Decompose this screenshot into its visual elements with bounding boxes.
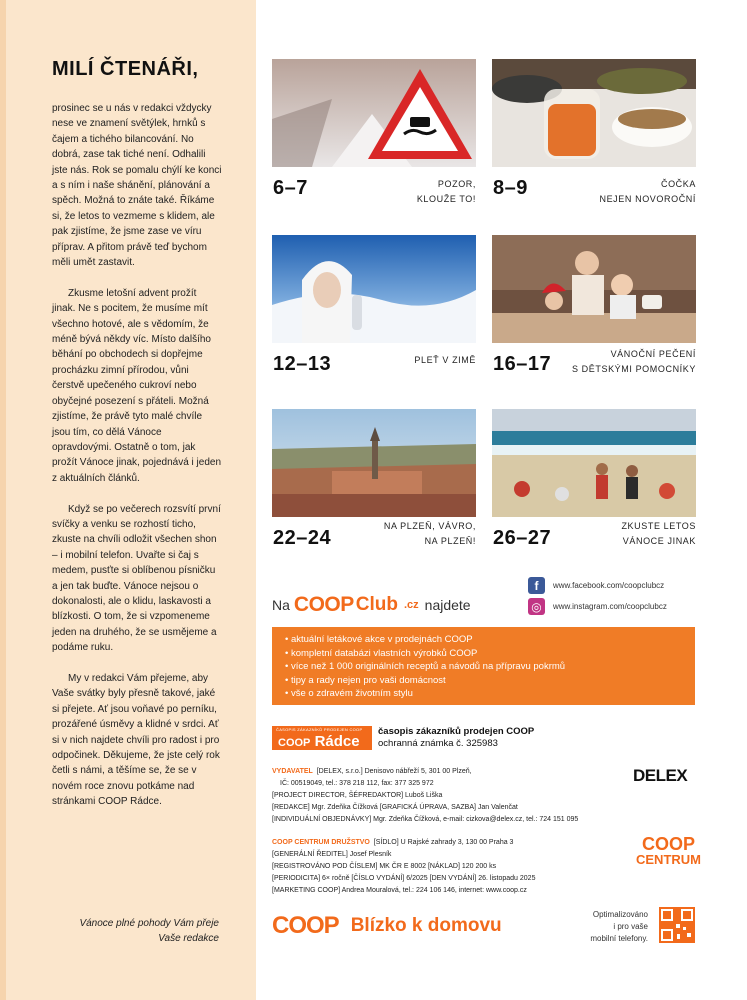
page-range: 8–9	[493, 177, 528, 199]
club-najdete: najdete	[424, 597, 471, 613]
mobile-note-line: Optimalizováno	[592, 910, 648, 919]
feature-item: • aktuální letákové akce v prodejnách COOP	[285, 633, 695, 647]
radce-logo-title	[278, 733, 360, 750]
winter-woman-photo	[272, 235, 476, 343]
facebook-icon: f	[528, 577, 545, 594]
bottom-logo-row	[272, 912, 502, 940]
article-caption	[384, 519, 476, 549]
page-range: 22–24	[273, 527, 332, 549]
coop-centrum-logo-bottom: CENTRUM	[636, 852, 701, 867]
road-sign-photo	[272, 59, 476, 167]
editorial-signature	[52, 916, 219, 946]
caption-line: ČOČKA	[660, 179, 696, 189]
feature-item: • více než 1 000 originálních receptů a návodů na přípravu pokrmů	[285, 660, 695, 674]
caption-line: S DĚTSKÝMI POMOCNÍKY	[571, 364, 696, 374]
imprint-line: [PERIODICITA] 6× ročně [ČÍSLO VYDÁNÍ] 6/2025 [DEN VYDÁNÍ] 26. listopadu 2025	[272, 875, 536, 882]
radce-description	[378, 726, 534, 750]
caption-line: POZOR,	[437, 179, 476, 189]
club-word: Club	[355, 594, 398, 615]
delex-logo: DELEX	[633, 766, 688, 785]
coop-logo: COOP	[293, 593, 354, 616]
mobile-note-line: mobilní telefony.	[590, 934, 648, 943]
radce-logo-radce: Rádce	[314, 733, 360, 750]
editorial-paragraph: Zkusme letošní advent prožít jinak. Ne s pocitem, že musíme mít všechno hotové, ale s vědomím, že méně bývá někdy víc. Místo dalšího běhání po obchodech si dopřejme procházku zimní přírodou, vůni čerstvě upečeného cukroví nebo obyčejné posezení s přáteli. Možná zjistíme, že právě tyto malé chvíle jsou tím, co dělá Vánoce opravdovými. Ostatně o tom, jak prožít Vánoce jinak, pojednává i jeden z aktuálních článků.	[52, 287, 222, 484]
editorial-text	[52, 101, 222, 825]
instagram-url: www.instagram.com/coopclubcz	[553, 602, 667, 611]
editorial-heading: MILÍ ČTENÁŘI,	[52, 58, 199, 80]
imprint-line: [REDAKCE] Mgr. Zdeňka Čížková [GRAFICKÁ ÚPRAVA, SAZBA] Jan Valenčat	[272, 804, 518, 811]
page-range: 6–7	[273, 177, 308, 199]
plzen-city-photo	[272, 409, 476, 517]
caption-line: VÁNOČNÍ PEČENÍ	[610, 349, 696, 359]
page-range: 26–27	[493, 527, 552, 549]
christmas-baking-photo	[492, 235, 696, 343]
coop-logo-bottom: COOP	[272, 912, 339, 939]
blizko-k-domovu-logo: Blízko k domovu	[350, 915, 502, 936]
imprint-line: [REGISTROVÁNO POD ČÍSLEM] MK ČR E 8002 [NÁKLAD] 120 200 ks	[272, 863, 497, 870]
instagram-link[interactable]	[528, 598, 667, 615]
imprint-line	[272, 766, 692, 778]
imprint-coop-centrum	[272, 837, 692, 897]
article-caption	[599, 177, 696, 207]
signature-line: Vánoce plné pohody Vám přeje	[79, 918, 219, 929]
signature-line: Vaše redakce	[158, 933, 219, 944]
imprint-line	[272, 837, 692, 849]
page-edge	[0, 0, 6, 1000]
radce-line: časopis zákazníků prodejen COOP	[378, 726, 535, 737]
article-tile-22-24[interactable]	[272, 409, 476, 549]
club-domain: .cz	[403, 599, 419, 611]
mobile-optimized-note	[574, 909, 648, 945]
article-tile-12-13[interactable]	[272, 235, 476, 375]
imprint-label: COOP CENTRUM DRUŽSTVO	[272, 839, 370, 846]
editorial-paragraph: My v redakci Vám přejeme, aby Vaše svátky byly přesně takové, jaké si přejete. Ať jsou voňavé po perníku, prozářené úsměvy a klidné v srdci. Ať si v nich najdete chvíli pro radost i pro odpočinek. Děkujeme, že jste celý rok četli s námi, a těšíme se, že se v novém roce znovu potkáme nad stránkami COOP Rádce.	[52, 672, 220, 808]
imprint-value: [DELEX, s.r.o.] Denisovo nábřeží 5, 301 00 Plzeň,	[316, 768, 472, 775]
lentils-photo	[492, 59, 696, 167]
imprint-publisher	[272, 766, 692, 826]
mobile-note-line: i pro vaše	[613, 922, 648, 931]
page-range: 16–17	[493, 353, 552, 375]
coop-centrum-logo-top: COOP	[641, 834, 695, 854]
feature-item: • kompletní databázi vlastních výrobků COOP	[285, 647, 695, 661]
article-caption	[572, 347, 696, 377]
imprint-line: IČ: 00519049, tel.: 378 218 112, fax: 377 325 972	[280, 780, 434, 787]
page-range: 12–13	[273, 353, 332, 375]
club-na: Na	[272, 597, 290, 613]
club-features-box	[272, 627, 695, 705]
article-tile-6-7[interactable]	[272, 59, 476, 204]
caption-line: VÁNOCE JINAK	[622, 536, 696, 546]
article-caption	[414, 353, 476, 368]
article-tile-8-9[interactable]	[492, 59, 696, 204]
coop-centrum-logo	[636, 835, 701, 867]
coop-club-line[interactable]	[272, 593, 471, 617]
radce-logo-coop: COOP	[278, 737, 311, 749]
facebook-url: www.facebook.com/coopclubcz	[553, 581, 665, 590]
instagram-icon: ◎	[528, 598, 545, 615]
editorial-paragraph: prosinec se u nás v redakci vždycky nese ve znamení světýlek, hrnků s čajem a tichého bilancování. No dobrá, zase tak tiché není. Odhalili jste nás. Rok se pomalu chýlí ke konci a s ním i naše shánění, plánování a spěch. Možná to znáte také. Říkáme si, že letos to vezmeme s klidem, ale pak zjistíme, že jsme zase ve víru příprav. A přitom právě teď bychom měli umět zastavit.	[52, 103, 222, 269]
article-tile-16-17[interactable]	[492, 235, 696, 375]
imprint-value: [SÍDLO] U Rajské zahrady 3, 130 00 Praha 3	[373, 839, 514, 846]
qr-code-icon[interactable]	[659, 907, 695, 943]
facebook-link[interactable]	[528, 577, 664, 594]
caption-line: NA PLZEŇ!	[424, 536, 476, 546]
caption-line: KLOUŽE TO!	[416, 194, 476, 204]
article-caption	[417, 177, 476, 207]
imprint-label: VYDAVATEL	[272, 768, 313, 775]
article-caption	[621, 519, 696, 549]
caption-line: PLEŤ V ZIMĚ	[414, 355, 476, 365]
editorial-paragraph: Když se po večerech rozsvítí první svíčky a venku se rozhostí ticho, zkuste na chvíli odložit všechen shon – i mobilní telefon. Uvařte si čaj s medem, pusťte si oblíbenou písničku a jen tak buďte. Vánoce nejsou o dokonalosti, ale o klidu, laskavosti a blízkosti. O tom, že si vzpomeneme jeden na druhého, že se usmějeme a podáme ruku.	[52, 503, 221, 654]
imprint-line: [INDIVIDUÁLNÍ OBJEDNÁVKY] Mgr. Zdeňka Čížková, e-mail: cizkova@delex.cz, tel.: 724 151 095	[272, 816, 579, 823]
imprint-line: [GENERÁLNÍ ŘEDITEL] Josef Plesník	[272, 851, 392, 858]
caption-line: NA PLZEŇ, VÁVRO,	[383, 521, 476, 531]
beach-christmas-photo	[492, 409, 696, 517]
imprint-line: [PROJECT DIRECTOR, ŠÉFREDAKTOR] Luboš Liška	[272, 792, 443, 799]
caption-line: NEJEN NOVOROČNÍ	[599, 194, 696, 204]
imprint-line: [MARKETING COOP] Andrea Mouralová, tel.: 224 106 146, internet: www.coop.cz	[272, 887, 527, 894]
radce-logo-tagline: ČASOPIS ZÁKAZNÍKŮ PRODEJEN COOP	[276, 727, 363, 732]
caption-line: ZKUSTE LETOS	[621, 521, 696, 531]
coop-radce-logo	[272, 726, 372, 750]
feature-item: • vše o zdravém životním stylu	[285, 687, 695, 701]
article-tile-26-27[interactable]	[492, 409, 696, 549]
feature-item: • tipy a rady nejen pro vaši domácnost	[285, 674, 695, 688]
radce-line: ochranná známka č. 325983	[378, 738, 498, 749]
